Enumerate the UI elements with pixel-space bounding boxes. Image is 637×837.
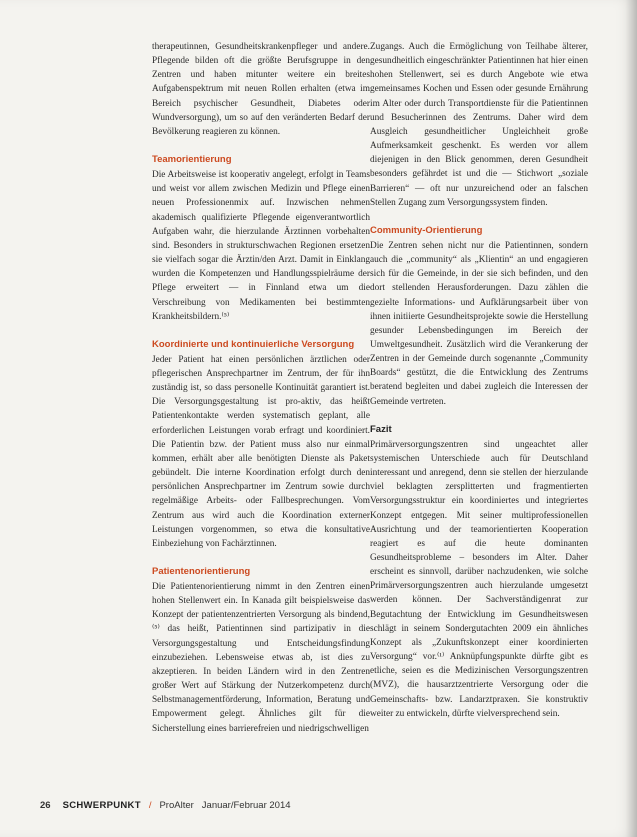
paragraph-patientenorientierung: Die Patientenorientierung nimmt in den Zentren einen hohen Stellenwert ein. In Kanada gilt beispielsweise das Konzept der patientenzentrierten Versorgung als bindend,⁽⁵⁾ das heißt, Patientinnen sind partizipativ in die Versorgungsgestaltung und Entscheidungsfindung einzubeziehen. Lebensweise etwas ab, ist dies zu akzeptieren. In beiden Ländern wird in den Zentren großer Wert auf Stärkung der Nutzerkompetenz durch Selbstmanagementförderung, Information, Beratung und Empowerment gelegt. Ähnliches gilt für die Sicherstellung eines barrierefreien und niedrigschwelligen bbox=[152, 582, 370, 734]
paragraph-koordinierte-versorgung: Jeder Patient hat einen persönlichen ärztlichen oder pflegerischen Ansprechpartner im Zentrum, der für ihn zuständig ist, so dass personelle Kontinuität garantiert ist. Die Versorgungsgestaltung ist pro-aktiv, das heißt Patientenkontakte werden systematisch geplant, alle erforderlichen Leistungen vorab erfragt und koordiniert. Die Patientin bzw. der Patient muss also nur einmal kommen, erhält aber alle benötigten Dienste als Paket gebündelt. Die interne Koordination erfolgt durch den persönlichen Ansprechpartner im Zentrum sowie durch regelmäßige Arbeits- oder Fallbesprechungen. Vom Zentrum aus wird auch die Koordination externer Leistungen vorgenommen, so etwa die konsultative Einbeziehung von Fachärztinnen. bbox=[152, 354, 370, 549]
heading-teamorientierung: Teamorientierung bbox=[152, 154, 232, 166]
paragraph-community-orientierung: Die Zentren sehen nicht nur die Patientinnen, sondern auch die „community“ als „Klientin“ an und engagieren sich für die Gemeinde, in der sie sich befinden, und den dort stellenden Herausforderungen. Dazu zählen die gezielte Informations- und Aufklärungsarbeit über von ihnen initiierte Gesundheitsprojekte sowie die Herstellung gesunder Lebensbedingungen im Bereich der Umweltgesundheit. Zusätzlich wird die Verankerung der Zentren in der Gemeinde durch sogenannte „Community Boards“ gestützt, die die Entwicklung des Zentrums beratend begleiten und dabei zugleich die Interessen der Gemeinde vertreten. bbox=[370, 240, 588, 407]
paragraph-intro: therapeutinnen, Gesundheitskrankenpfleger und andere. Pflegende bilden oft die größte Berufsgruppe in den Zentren und haben mitunter weitere ein breites Aufgabenspektrum mit neuen Rollen erhalten (etwa im Bereich psychischer Gesundheit, Diabetes oder Wundversorgung), um so auf den veränderten Bedarf der Bevölkerung reagieren zu können. bbox=[152, 42, 370, 137]
heading-koordinierte-versorgung: Koordinierte und kontinuierliche Versorgung bbox=[152, 338, 355, 350]
magazine-name: ProAlter bbox=[159, 800, 194, 811]
footer-separator: / bbox=[148, 800, 152, 811]
page-edge-shadow bbox=[625, 0, 637, 837]
paragraph-zugang: Zugangs. Auch die Ermöglichung von Teilhabe älterer, gesundheitlich eingeschränkter Patientinnen hat hier einen hohen Stellenwert, sei es durch Angebote wie etwa gemeinsames Kochen und Essen oder gesunde Ernährung im Alter oder durch Transportdienste für die Patientinnen und Besucherinnen des Zentrums. Daher wird dem Ausgleich gesundheitlicher Ungleichheit große Aufmerksamkeit geschenkt. Es werden vor allem diejenigen in den Blick genommen, deren Gesundheit besonders gefährdet ist und die — Stichwort „soziale Barrieren“ — oft nur unzureichend oder an falschen Stellen Zugang zum Versorgungssystem finden. bbox=[370, 42, 588, 208]
right-column bbox=[370, 40, 588, 721]
heading-patientenorientierung: Patientenorientierung bbox=[152, 566, 251, 577]
page-footer bbox=[40, 800, 600, 816]
issue-date: Januar/Februar 2014 bbox=[201, 800, 291, 811]
left-column bbox=[152, 40, 370, 736]
section-label: SCHWERPUNKT bbox=[62, 800, 141, 811]
heading-fazit: Fazit bbox=[370, 423, 392, 435]
page-number: 26 bbox=[40, 800, 51, 811]
paragraph-fazit: Primärversorgungszentren sind ungeachtet aller systemischen Unterschiede auch für Deutschland interessant und anregend, denn sie stellen der hierzulande viel beklagten zersplitterten und fragmentierten Versorgungsstruktur ein koordiniertes und integriertes Konzept entgegen. Mit seiner multiprofessionellen Ausrichtung und der teamorientierten Kooperation reagiert es auf die heute dominanten Gesundheitsprobleme – besonders im Alter. Daher erscheint es sinnvoll, darüber nachzudenken, wie solche Primärversorgungszentren auch hierzulande umgesetzt werden können. Der Sachverständigenrat zur Begutachtung der Entwicklung im Gesundheitswesen schlägt in seinem Sondergutachten 2009 ein ähnliches Konzept als „Zukunftskonzept einer koordinierten Versorgung“ vor.⁽¹⁾ Anknüpfungspunkte dürfte gibt es etliche, seien es die Medizinischen Versorgungszentren (MVZ), die hausarztzentrierte Versorgung oder die Gemeinschafts- bzw. Landarztpraxen. Sie konstruktiv weiter zu entwickeln, dürfte vielversprechend sein. bbox=[370, 439, 588, 719]
heading-community-orientierung: Community-Orientierung bbox=[370, 224, 483, 236]
paragraph-teamorientierung: Die Arbeitsweise ist kooperativ angelegt, erfolgt in Teams und weist vor allem zwischen Medizin und Pflege einen neuen Professionenmix auf. Inzwischen nehmen akademisch qualifizierte Pflegende eigenverantwortlich Aufgaben wahr, die hierzulande Ärztinnen vorbehalten sind. Besonders in strukturschwachen Regionen ersetzen sie vielfach sogar die Ärztin/den Arzt. Damit in Einklang wurden die Kompetenzen und Handlungsspielräume der Pflege erweitert — in Finnland etwa um die Verschreibung von Medikamenten bei bestimmten Krankheitsbildern.⁽⁵⁾ bbox=[152, 170, 370, 322]
